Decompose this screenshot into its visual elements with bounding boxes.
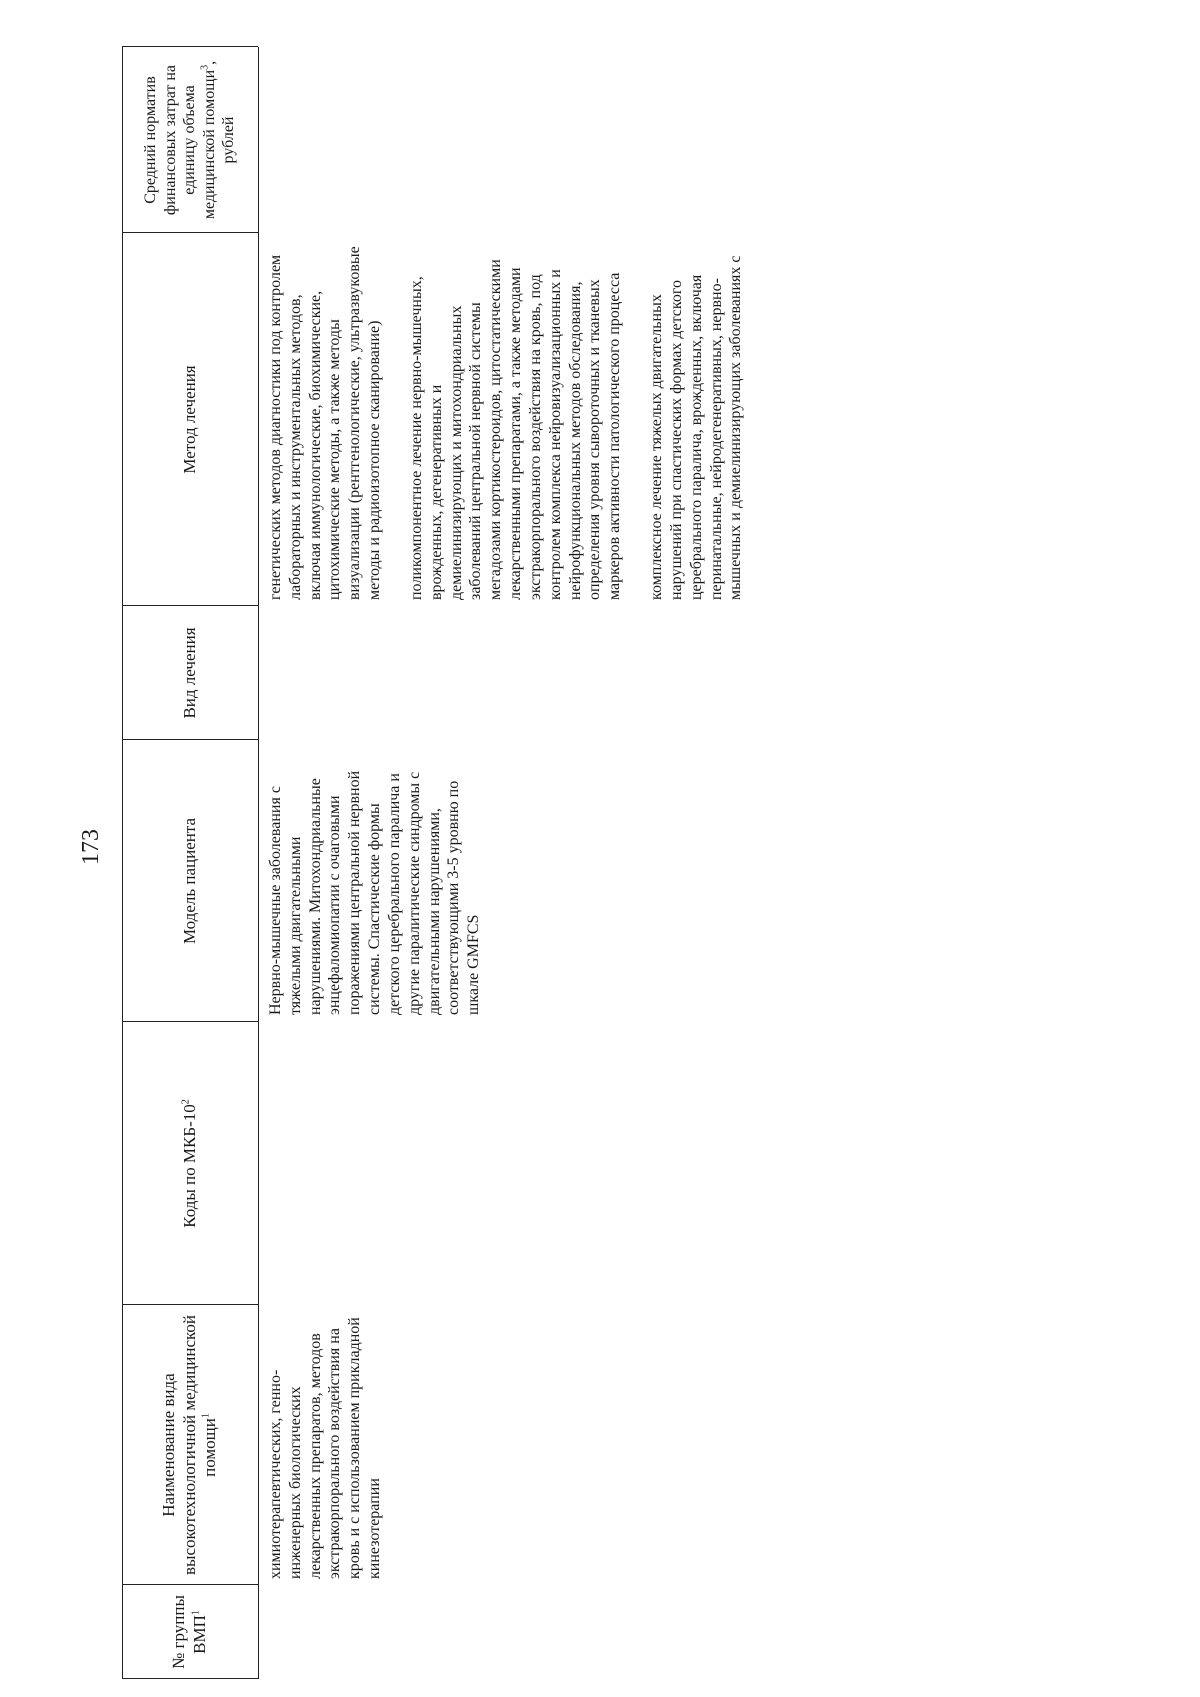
header-cost-standard: Средний норматив финансовых затрат на единицу объема медицинской помощи$^3$, рублей [142, 60, 238, 220]
header-icd-codes: Коды по МКБ-$10^2$ [179, 1099, 199, 1228]
method-paragraph: комплексное лечение тяжелых двигательных нарушений при спастических формах детского церебрального паралича, врожденных, включая перинатальные, нейродегенеративных, нервно-мышечных и демиелинизирующих заболеваниях с [648, 255, 745, 600]
cell-service-name: химиотерапевтических, генно-инженерных биологических лекарственных препаратов, методов экстракорпорального воздействия на кровь и с использованием прикладной кинезотерапии [267, 1317, 384, 1579]
method-paragraph: генетических методов диагностики под контролем лабораторных и инструментальных методов, включая иммунологические, биохимические, цитохимические методы, а также методы визуализации (рентгенологические, ультразвуковые методы и радиоизотопное сканирование) [267, 246, 384, 600]
header-group-number: № группы ВМП$^1$ [169, 1595, 209, 1669]
header-treatment-type: Вид лечения [179, 627, 199, 719]
method-paragraph: поликомпонентное лечение нервно-мышечных, врожденных, дегенеративных и демиелинизирующих и митохондриальных заболеваний центральной нервной системы мегадозами кортикостероидов, цитостатическими лекарственными препаратами, а также методами экстракорпорального воздействия на кровь, под контролем комплекса нейровизуализационных и нейрофункциональных методов обследования, определения уровня сывороточных и тканевых маркеров активности патологического процесса [407, 259, 624, 600]
header-patient-model: Модель пациента [179, 817, 199, 945]
page-number: 173 [78, 829, 104, 865]
table-header-bottom-border [258, 47, 259, 1679]
header-treatment-method: Метод лечения [179, 365, 199, 474]
cell-treatment-methods [266, 240, 768, 600]
header-service-name: Наименование вида высокотехнологичной медицинской помощи$^1$ [158, 1315, 220, 1575]
cell-patient-model: Нервно-мышечные заболевания с тяжелыми двигательными нарушениями. Митохондриальные энцефаломиопатии с очаговыми поражениями центральной нервной системы. Спастические формы детского церебрального паралича и другие паралитические синдромы с двигательными нарушениями, соответствующими 3-5 уровню по шкале GMFCS [267, 770, 483, 1015]
